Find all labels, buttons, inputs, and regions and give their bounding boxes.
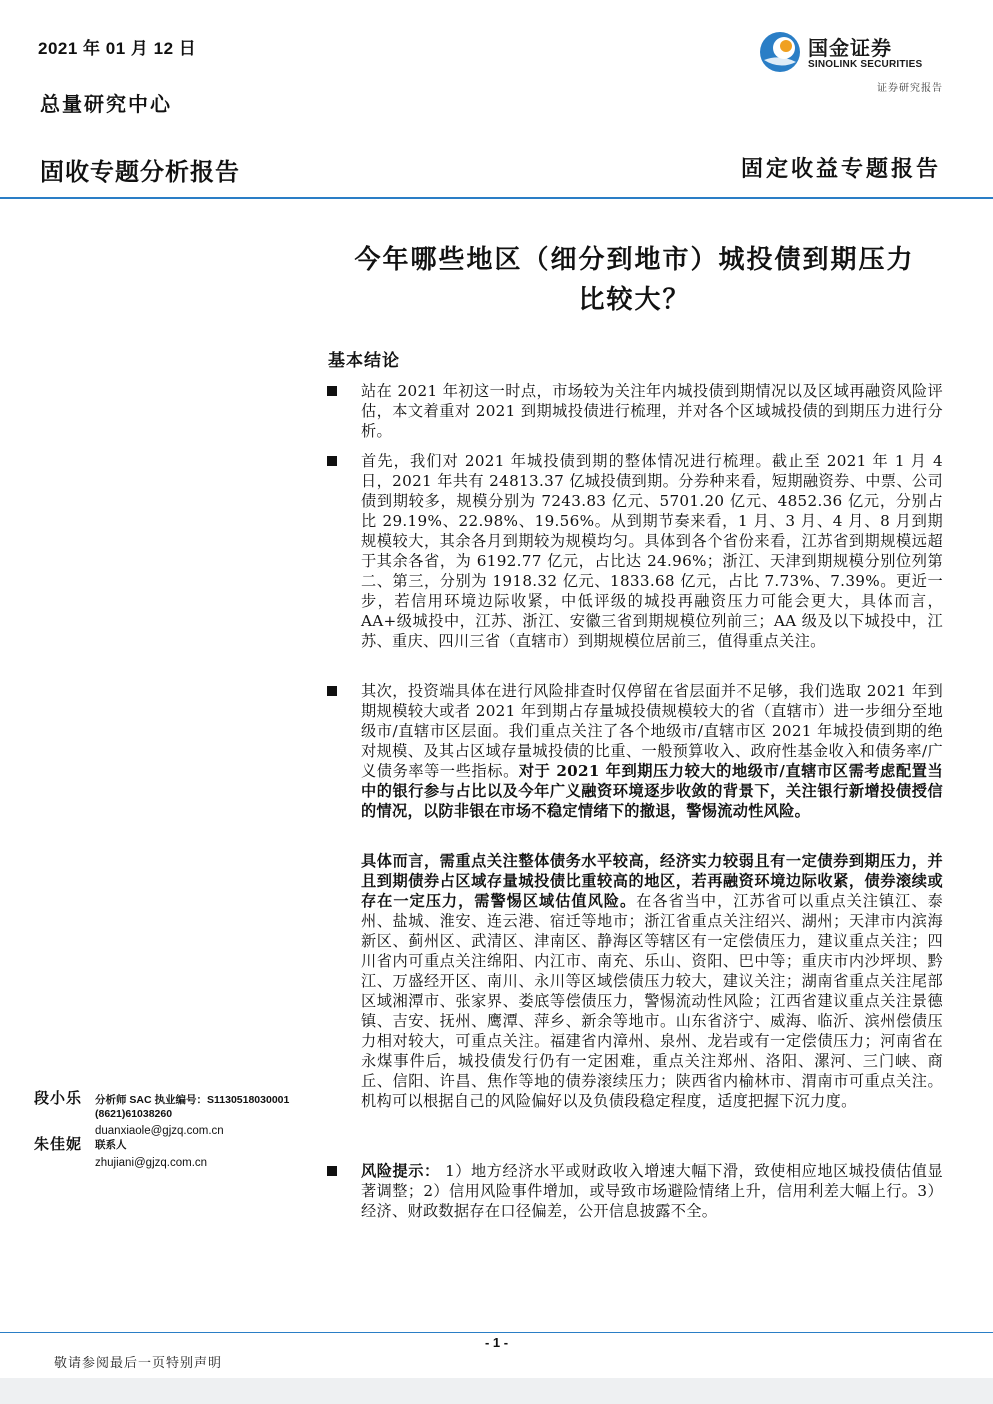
author-info	[95, 1138, 207, 1170]
paragraph-overview: 站在 2021 年初这一时点，市场较为关注年内城投债到期情况以及区域再融资风险评估，本文着重对 2021 到期城投债进行梳理，并对各个区域城投债的到期压力进行分析。	[361, 382, 943, 440]
logo-chinese-name: 国金证券	[808, 36, 892, 60]
bullet-icon	[327, 686, 337, 696]
author-email[interactable]: duanxiaole@gjzq.com.cn	[95, 1125, 224, 1137]
company-logo	[758, 30, 948, 80]
footer-divider	[0, 1332, 993, 1333]
paragraph-text: 其次，投资端具体在进行风险排查时仅停留在省层面并不足够，我们选取 2021 年到期规模较大或者 2021 年到期占存量城投债规模较大的省（直辖市）进一步细分至地级市/直辖市区层面。我们重点关注了各个地级市/直辖市区 2021 年城投债到期的绝对规模、及其占区域存量城投债的比重、一般预算收入、政府性基金收入和债务率/广义债务率等一些指标。	[361, 682, 943, 780]
author-phone: (8621)61038260	[95, 1108, 173, 1120]
logo-english-name: SINOLINK SECURITIES	[808, 59, 923, 70]
report-type: 固收专题分析报告	[40, 158, 240, 186]
title-line-2: 比较大？	[578, 285, 691, 315]
author-email[interactable]: zhujiani@gjzq.com.cn	[95, 1157, 208, 1169]
paragraph-emphasis: 对于 2021 年到期压力较大的地级市/直辖市区需考虑配置当中的银行参与占比以及今年广义融资环境逐步收敛的背景下，关注银行新增投债授信的情况，以防非银在市场不稳定情绪下的撤退，警惕流动性风险。	[361, 762, 943, 820]
author-role: 分析师 SAC 执业编号：S1130518030001	[95, 1094, 290, 1106]
paragraph-risk-warning	[361, 1161, 943, 1221]
header-divider	[0, 197, 993, 199]
author-info	[95, 1093, 289, 1138]
author-name: 朱佳妮	[34, 1135, 83, 1153]
paragraph-emphasis: 具体而言，需重点关注整体债务水平较高，经济实力较弱且有一定债券到期压力，并且到期债券占区域存量城投债比重较高的地区，若再融资环境边际收紧，债券滚续或存在一定压力，需警惕区域估值风险。	[361, 852, 943, 910]
sinolink-logo-icon	[758, 30, 802, 74]
research-center: 总量研究中心	[40, 92, 172, 116]
paragraph-regional-detail	[361, 851, 943, 1111]
section-heading: 基本结论	[328, 351, 400, 371]
logo-subtitle: 证券研究报告	[877, 83, 943, 94]
page-number: - 1 -	[484, 1335, 509, 1350]
bottom-band	[0, 1378, 993, 1404]
report-category: 固定收益专题报告	[740, 156, 941, 182]
risk-label: 风险提示：	[361, 1162, 440, 1180]
report-date: 2021 年 01 月 12 日	[38, 39, 197, 58]
bullet-icon	[327, 1166, 337, 1176]
author-role: 联系人	[95, 1139, 127, 1151]
page-title	[322, 240, 947, 320]
disclaimer-note: 敬请参阅最后一页特别声明	[54, 1356, 223, 1371]
paragraph-overall-maturity: 首先，我们对 2021 年城投债到期的整体情况进行梳理。截止至 2021 年 1 月 4 日，2021 年共有 24813.37 亿城投债到期。分券种来看，短期融资券、中票、公司债到期较多，规模分别为 7243.83 亿元、5701.20 亿元、4852.36 亿元，分别占比 29.19%、22.98%、19.56%。从到期节奏来看，1 月、3 月、4 月、8 月到期规模较大，其余各月到期较为规模均匀。具体到各个省份来看，江苏省到期规模远超于其余各省，为 6192.77 亿元，占比达 24.96%；浙江、天津到期规模分别位列第二、第三，分别为 1918.32 亿元、1833.68 亿元，占比 7.73%、7.39%。更近一步，若信用环境边际收紧，中低评级的城投再融资压力可能会更大，具体而言，AA+级城投中，江苏、浙江、安徽三省到期规模位列前三；AA 级及以下城投中，江苏、重庆、四川三省（直辖市）到期规模位居前三，值得重点关注。	[361, 452, 943, 650]
title-line-1: 今年哪些地区（细分到地市）城投债到期压力	[354, 245, 915, 275]
bullet-icon	[327, 456, 337, 466]
bullet-icon	[327, 386, 337, 396]
paragraph-text: 1）地方经济水平或财政收入增速大幅下滑，致使相应地区城投债估值显著调整；2）信用风险事件增加，或导致市场避险情绪上升，信用利差大幅上行。3）经济、财政数据存在口径偏差，公开信息披露不全。	[361, 1162, 943, 1220]
paragraph-text: 在各省当中，江苏省可以重点关注镇江、泰州、盐城、淮安、连云港、宿迁等地市；浙江省重点关注绍兴、湖州；天津市内滨海新区、蓟州区、武清区、津南区、静海区等辖区有一定偿债压力，建议重点关注；四川省内可重点关注绵阳、内江市、南充、乐山、资阳、巴中等；重庆市内沙坪坝、黔江、万盛经开区、南川、永川等区域偿债压力较大，建议关注；湖南省重点关注尾部区域湘潭市、张家界、娄底等偿债压力，警惕流动性风险；江西省建议重点关注景德镇、吉安、抚州、鹰潭、萍乡、新余等地市。山东省济宁、威海、临沂、滨州偿债压力相对较大，可重点关注。福建省内漳州、泉州、龙岩或有一定偿债压力；河南省在永煤事件后，城投债发行仍有一定困难，重点关注郑州、洛阳、漯河、三门峡、商丘、信阳、许昌、焦作等地的债券滚续压力；陕西省内榆林市、渭南市可重点关注。机构可以根据自己的风险偏好以及负债段稳定程度，适度把握下沉力度。	[361, 892, 944, 1110]
paragraph-city-level	[361, 681, 943, 821]
author-name: 段小乐	[34, 1089, 83, 1107]
